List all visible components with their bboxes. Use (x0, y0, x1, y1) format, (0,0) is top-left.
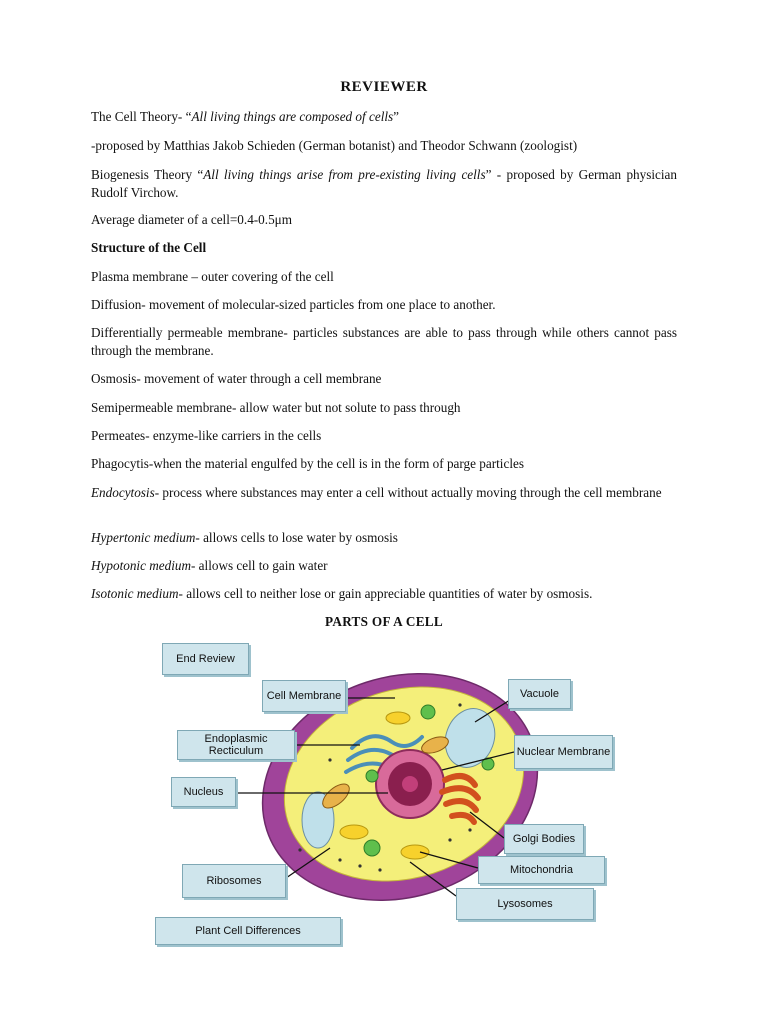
endocytosis-paragraph: Endocytosis- process where substances may enter a cell without actually moving through the cell membrane (91, 485, 662, 500)
lysosomes-label[interactable]: Lysosomes (456, 888, 594, 920)
vesicle-shape-4 (366, 770, 378, 782)
isotonic-paragraph: Isotonic medium- allows cell to neither lose or gain appreciable quantities of water by osmosis. (91, 586, 593, 601)
end-review-button[interactable]: End Review (162, 643, 249, 675)
ribosomes-label[interactable]: Ribosomes (182, 864, 286, 898)
cell-membrane-label[interactable]: Cell Membrane (262, 680, 346, 712)
golgi-bodies-label[interactable]: Golgi Bodies (504, 824, 584, 854)
structure-heading: Structure of the Cell (91, 240, 207, 255)
page-title: REVIEWER (340, 79, 428, 95)
hypertonic-paragraph: Hypertonic medium- allows cells to lose water by osmosis (91, 530, 398, 545)
cell-theory-paragraph: The Cell Theory- “All living things are composed of cells” (91, 109, 400, 124)
osmosis-paragraph: Osmosis- movement of water through a cell membrane (91, 371, 382, 386)
vesicle-shape-1 (421, 705, 435, 719)
permeates-paragraph: Permeates- enzyme-like carriers in the cells (91, 428, 322, 443)
lysosome-shape-3 (386, 712, 410, 724)
diffusion-paragraph: Diffusion- movement of molecular-sized particles from one place to another. (91, 297, 496, 312)
differentially-permeable-paragraph: Differentially permeable membrane- particles substances are able to pass through while others cannot pass through the membrane. (91, 325, 677, 358)
lysosome-shape-2 (401, 845, 429, 859)
cell-diagram (0, 630, 768, 960)
lysosome-shape-1 (340, 825, 368, 839)
biogenesis-paragraph: Biogenesis Theory “All living things arise from pre-existing living cells” - proposed by German physician Rudolf Virchow. (91, 167, 677, 200)
proposers-paragraph: -proposed by Matthias Jakob Schieden (German botanist) and Theodor Schwann (zoologist) (91, 138, 578, 153)
mitochondria-label[interactable]: Mitochondria (478, 856, 605, 884)
vesicle-shape-2 (364, 840, 380, 856)
plant-cell-differences-button[interactable]: Plant Cell Differences (155, 917, 341, 945)
hypotonic-paragraph: Hypotonic medium- allows cell to gain water (91, 558, 328, 573)
vacuole-label[interactable]: Vacuole (508, 679, 571, 709)
cell-diameter-paragraph: Average diameter of a cell=0.4-0.5μm (91, 212, 292, 227)
nucleolus-shape (402, 776, 418, 792)
phagocytis-paragraph: Phagocytis-when the material engulfed by the cell is in the form of parge particles (91, 456, 524, 471)
parts-of-cell-heading: PARTS OF A CELL (325, 614, 443, 629)
endoplasmic-reticulum-label[interactable]: Endoplasmic Recticulum (177, 730, 295, 760)
nucleus-label[interactable]: Nucleus (171, 777, 236, 807)
semipermeable-paragraph: Semipermeable membrane- allow water but not solute to pass through (91, 400, 461, 415)
plasma-membrane-paragraph: Plasma membrane – outer covering of the cell (91, 269, 334, 284)
nuclear-membrane-label[interactable]: Nuclear Membrane (514, 735, 613, 769)
